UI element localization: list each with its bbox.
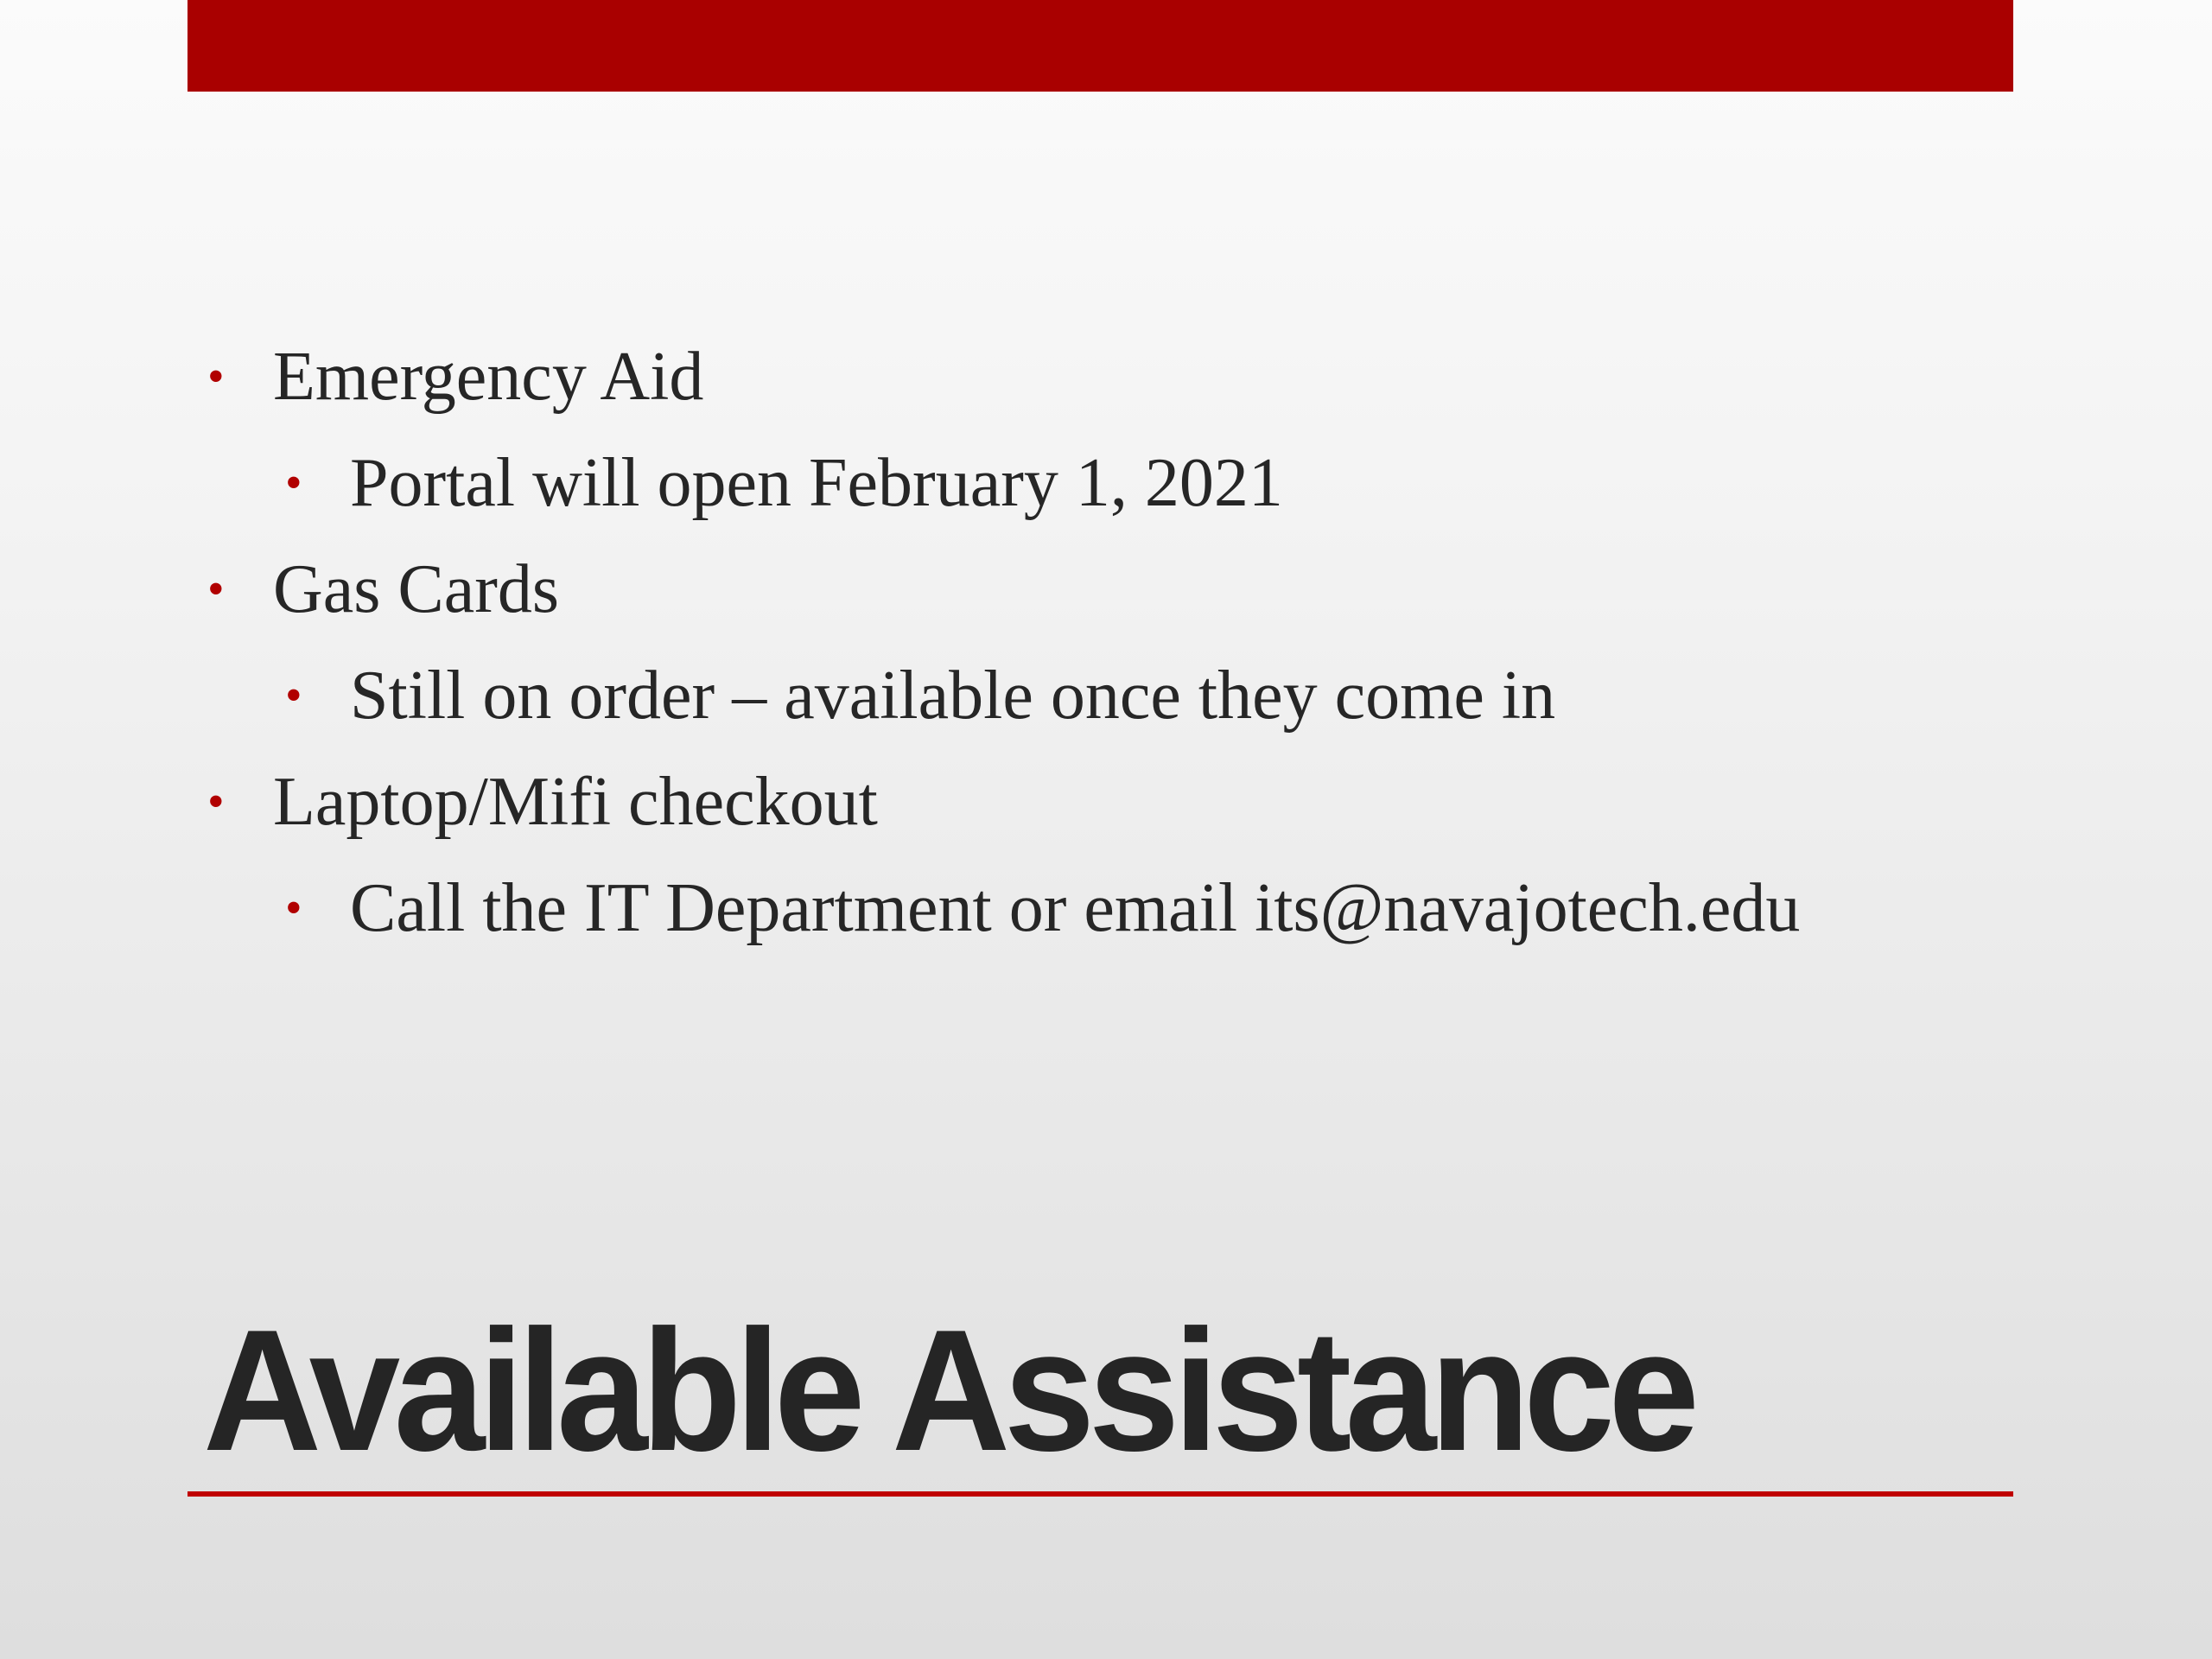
bullet-item-text: Gas Cards: [273, 551, 560, 627]
sub-bullet-text: Still on order – available once they come in: [350, 658, 1556, 734]
sub-bullet-order-status: [207, 643, 1979, 749]
top-accent-bar: [188, 0, 2013, 92]
bullet-item-emergency-aid: [207, 324, 1979, 430]
bullet-item-text: Laptop/Mifi checkout: [273, 764, 878, 840]
sub-bullet-it-contact: [207, 855, 1979, 962]
bullet-marker-icon: •: [285, 456, 302, 510]
sub-bullet-portal-opening: [207, 430, 1979, 537]
bullet-list: [207, 324, 1979, 962]
slide-content: [207, 324, 1979, 962]
bullet-marker-icon: •: [285, 669, 302, 722]
bullet-marker-icon: •: [285, 881, 302, 935]
sub-bullet-text: Portal will open February 1, 2021: [350, 445, 1283, 521]
bullet-item-text: Emergency Aid: [273, 339, 704, 415]
sub-bullet-text: Call the IT Department or email its@navajotech.edu: [350, 870, 1801, 946]
bullet-item-laptop-mifi-checkout: [207, 749, 1979, 855]
bullet-item-gas-cards: [207, 537, 1979, 643]
bullet-marker-icon: •: [207, 350, 225, 404]
bullet-marker-icon: •: [207, 775, 225, 829]
title-underline-rule: [188, 1491, 2013, 1497]
bullet-marker-icon: •: [207, 563, 225, 616]
slide-title: Available Assistance: [203, 1294, 1694, 1487]
